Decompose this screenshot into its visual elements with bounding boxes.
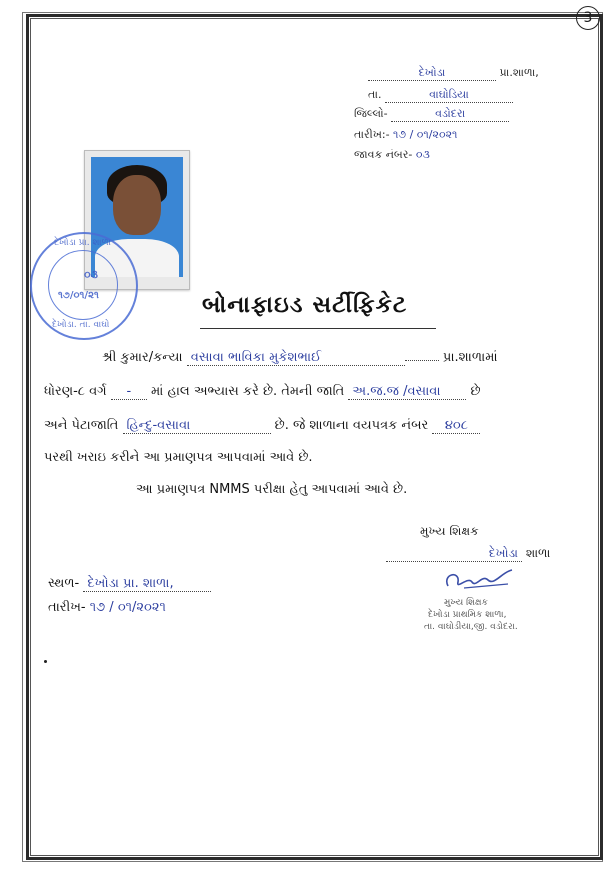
- body-line-4: પરથી ખરાઇ કરીને આ પ્રમાણપત્ર આપવામાં આવે છે.: [44, 450, 313, 465]
- line2-suffix: છે: [470, 384, 481, 399]
- register-number: ૪૦૮: [432, 418, 480, 434]
- line1-prefix: શ્રી કુમાર/કન્યા: [102, 350, 183, 365]
- header-taluka-value: વાઘોડિયા: [385, 88, 513, 103]
- header-date-label: તારીખ:-: [354, 128, 390, 141]
- body-line-5: આ પ્રમાણપત્ર NMMS પરીક્ષા હેતુ આપવામાં આવે છે.: [136, 482, 408, 497]
- body-line-1: [102, 350, 498, 366]
- header-school-suffix: પ્રા.શાળા,: [499, 66, 539, 79]
- line3-mid: છે. જે શાળાના વયપત્રક નંબર: [274, 418, 429, 433]
- header-taluka-line: [368, 88, 513, 103]
- header-district-line: [354, 107, 509, 122]
- stamp-date: ૧૭/૦૧/૨૧: [58, 290, 99, 301]
- certificate-border: [26, 14, 603, 860]
- footer-date-value: ૧૭ / ૦૧/૨૦૨૧: [89, 600, 166, 615]
- student-name: વસાવા ભાવિકા મુકેશભાઈ: [187, 350, 405, 366]
- header-date-value: ૧૭ / ૦૧/૨૦૨૧: [393, 128, 458, 141]
- school-stamp: [30, 232, 138, 340]
- stray-dot: [44, 660, 47, 663]
- certificate-title: બોનાફાઇડ સર્ટીફિકેટ: [202, 292, 408, 318]
- stamp-top-text: દેખોડા પ્રા. શાળા: [54, 238, 111, 248]
- header-district-value: વડોદરા: [391, 107, 509, 122]
- line2-mid: માં હાલ અભ્યાસ કરે છે. તેમની જાતિ: [150, 384, 345, 399]
- stamp-bottom-text: દેખોડા. તા. વાઘો: [52, 320, 110, 330]
- header-school-name: દેખોડા: [368, 66, 496, 81]
- page-number: 3: [576, 6, 600, 30]
- class-section: -: [111, 384, 147, 400]
- signature: [438, 566, 518, 596]
- header-outward-line: [354, 148, 430, 162]
- footer-place-label: સ્થળ-: [48, 576, 80, 591]
- caste-value: અ.જ.જ /વસાવા: [348, 384, 466, 400]
- signatory-school-suffix: શાળા: [525, 546, 551, 560]
- body-line-3: [44, 418, 480, 434]
- body-line-2: [44, 384, 481, 400]
- stamp-number: ૦૩: [84, 268, 98, 281]
- head-teacher-title: મુખ્ય શિક્ષક: [420, 524, 479, 538]
- sig-line-1: મુખ્ય શિક્ષક: [444, 598, 488, 608]
- header-district-label: જિલ્લો-: [354, 107, 388, 120]
- sig-line-2: દેખોડા પ્રાથમિક શાળા,: [428, 610, 507, 620]
- line1-suffix: પ્રા.શાળામાં: [442, 350, 498, 365]
- header-school-line: [368, 66, 539, 81]
- sig-line-3: તા. વાઘોડીયા,જી. વડોદરા.: [424, 622, 518, 632]
- footer-date-label: તારીખ-: [48, 600, 86, 615]
- footer-place-value: દેખોડા પ્રા. શાળા,: [83, 576, 211, 592]
- header-outward-label: જાવક નંબર-: [354, 148, 413, 161]
- line2-prefix: ધોરણ-૮ વર્ગ: [44, 384, 107, 399]
- signatory-school-name: દેખોડા: [386, 546, 522, 562]
- footer-date-line: [48, 600, 166, 615]
- subcaste-value: હિન્દુ-વસાવા: [123, 418, 271, 434]
- header-taluka-label: તા.: [368, 88, 382, 101]
- signatory-school-line: [386, 546, 550, 562]
- header-outward-value: ૦૩: [415, 148, 430, 161]
- line3-prefix: અને પેટાજાતિ: [44, 418, 119, 433]
- footer-place-line: [48, 576, 211, 592]
- title-underline: [200, 328, 436, 329]
- header-date-line: [354, 128, 457, 142]
